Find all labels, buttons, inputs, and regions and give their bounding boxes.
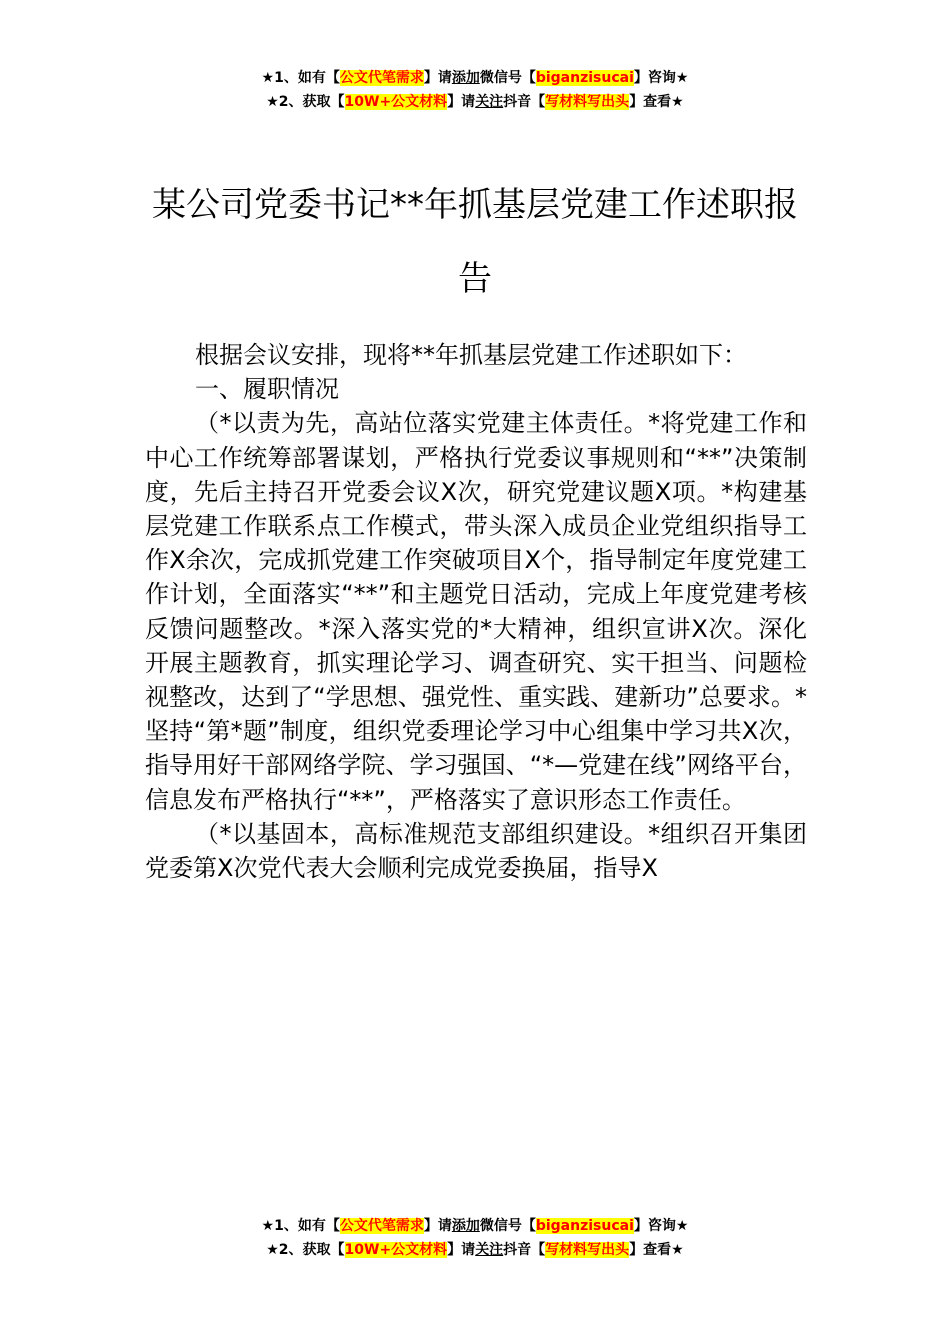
document-title: 某公司党委书记**年抓基层党建工作述职报告 [152,185,798,299]
footer-banner [0,1214,950,1262]
banner-text: 】咨询★ [633,70,689,86]
banner-text: 抖音【 [503,1242,546,1258]
banner-highlight: 10W+公文材料 [344,1242,448,1258]
section-heading: 一、履职情况 [195,375,339,404]
banner-line-2 [0,1238,950,1262]
banner-underline: 添加 [451,70,480,86]
banner-text: 】查看★ [629,94,684,110]
banner-text: 】请 [423,70,452,86]
banner-highlight: 公文代笔需求 [339,70,424,86]
banner-text: 微信号【 [479,1218,536,1234]
paragraph: （*以责为先，高站位落实党建主体责任。*将党建工作和中心工作统筹部署谋划，严格执行党委议事规则和“**”决策制度，先后主持召开党委会议X次，研究党建议题X项。*构建基层党建工作联系点工作模式，带头深入成员企业党组织指导工作X余次，完成抓党建工作突破项目X个，指导制定年度党建工作计划，全面落实“**”和主题党日活动，完成上年度党建考核反馈问题整改。*深入落实党的*大精神，组织宣讲X次。深化开展主题教育，抓实理论学习、调查研究、实干担当、问题检视整改，达到了“学思想、强党性、重实践、建新功”总要求。*坚持“第*题”制度，组织党委理论学习中心组集中学习共X次，指导用好干部网络学院、学习强国、“*—党建在线”网络平台，信息发布严格执行“**”，严格落实了意识形态工作责任。 [145,409,807,814]
banner-text: ★2、获取【 [266,1242,345,1258]
banner-highlight: 10W+公文材料 [344,94,448,110]
paragraph: （*以基固本，高标准规范支部组织建设。*组织召开集团党委第X次党代表大会顺利完成党委换届，指导X [145,819,807,883]
banner-highlight: biganzisucai [535,70,634,86]
banner-underline: 添加 [451,1218,480,1234]
banner-line-1 [0,1214,950,1238]
banner-underline: 关注 [475,94,504,110]
banner-text: ★2、获取【 [266,94,345,110]
document-body [145,338,807,885]
banner-text: ★1、如有【 [261,70,340,86]
banner-highlight: biganzisucai [535,1218,634,1234]
banner-line-1 [0,66,950,90]
header-banner [0,66,950,114]
banner-highlight: 公文代笔需求 [339,1218,424,1234]
banner-text: 】请 [423,1218,452,1234]
banner-highlight: 写材料写出头 [545,1242,630,1258]
paragraph-intro: 根据会议安排，现将**年抓基层党建工作述职如下： [195,341,747,369]
banner-text: 】请 [447,1242,476,1258]
banner-line-2 [0,90,950,114]
banner-text: ★1、如有【 [261,1218,340,1234]
banner-text: 抖音【 [503,94,546,110]
banner-text: 】查看★ [629,1242,684,1258]
banner-highlight: 写材料写出头 [545,94,630,110]
banner-text: 】咨询★ [633,1218,689,1234]
banner-underline: 关注 [475,1242,504,1258]
banner-text: 微信号【 [479,70,536,86]
banner-text: 】请 [447,94,476,110]
